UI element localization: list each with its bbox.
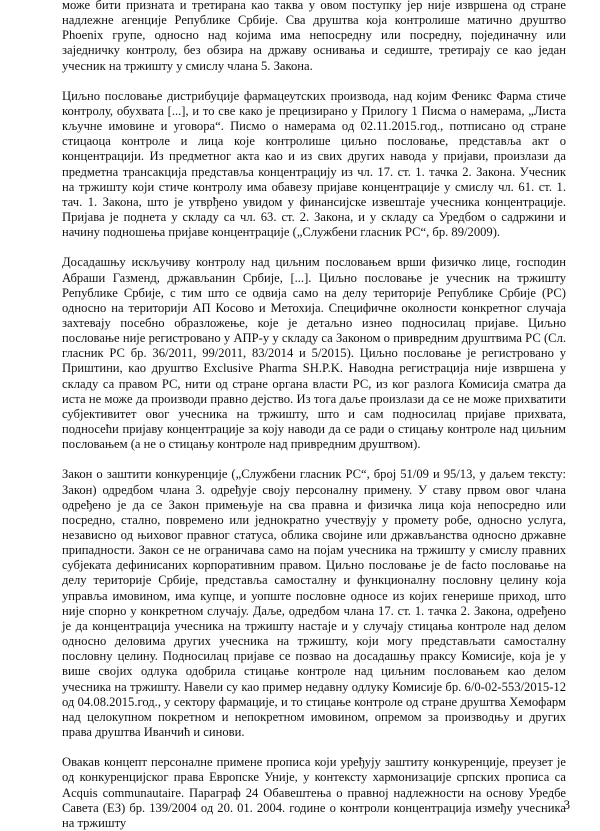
paragraph-competition-law: Закон о заштити конкуренције („Службени гласник РС“, број 51/09 и 95/13, у даљем тексту: Закон) одредбом члана 3. одређује своју персоналну примену. У ставу првом овог члана одређено је да се Закон примењује на сва правна и физичка лица која непосредно или посредно, стално, повремено или једнократно учествују у промету робе, односно услуга, независно од њиховог правног статуса, облика својине или држављанства односно државне припадности. Закон се не ограничава само на појам учесника на тржишту у смислу правних субјеката дефинисаних корпоративним правом. Циљно пословање је de facto пословање на делу територије Србије, представља самосталну и функционалну пословну целину која управља имовином, има купце, и уопште пословне односе из којих генерише приход, што није спорно у конкретном случају. Даље, одредбом члана 17. ст. 1. тачка 2. Закона, одређено је да концентрација учесника на тржишту настаје и у случају стицања контроле над делом односно деловима других учесника на тржишту, који могу представљати самосталну пословну целину. Подносилац пријаве се позвао на досадашњу праксу Комисије, која је у више својих одлука одобрила стицање контроле над циљним пословањем као делом учесника на тржишту. Навели су као пример недавну одлуку Комисије бр. 6/0-02-553/2015-12 од 04.08.2015.год., у сектору фармације, и то стицање контроле од стране друштва Хемофарм над целокупном покретном и непокретном имовином, опремом за производњу и других права друштва Иванчић и синови. xyxy=(62,467,566,740)
page-number: 3 xyxy=(563,797,570,812)
paragraph-phoenix-group: може бити призната и третирана као таква у овом поступку јер није извршена од стране надлежне агенције Републике Србије. Сва друштва која контролише матично друштво Phoenix групе, односно над којима има непосредну или посредну, појединачну или заједничку контролу, без обзира на државу оснивања и седиште, третирају се као један учесник на тржишту у смислу члана 5. Закона. xyxy=(62,0,566,73)
paragraph-eu-concept: Овакав концепт персоналне примене прописа који уређују заштиту конкуренције, преузет је од конкуренцијског права Европске Уније, у контексту хармонизације српских прописа са Acquis communautaire. Параграф 24 Обавештења о правној надлежности на основу Уредбе Савета (ЕЗ) бр. 139/2004 од 20. 01. 2004. године о контроли концентрација између учесника на тржишту xyxy=(62,755,566,830)
paragraph-current-control: Досадашњу искључиву контролу над циљним пословањем врши физичко лице, господин Абраши Газменд, држављанин Србије, [...]. Циљно пословање је учесник на тржишту Републике Србије, с тим што се одвија само на делу територије Републике Србије (РС) односно на територији АП Косово и Метохија. Специфичне околности конкретног случаја захтевају посебно образложење, које је детаљно изнео подносилац пријаве. Циљно пословање није регистровано у АПР-у у складу са Законом о привредним друштвима РС (Сл. гласник РС бр. 36/2011, 99/2011, 83/2014 и 5/2015). Циљно пословање је регистровано у Приштини, као друштво Exclusive Pharma SH.P.K. Наводна регистрација није извршена у складу са правом РС, нити од стране органа власти РС, из ког разлога Комисија сматра да иста не може да производи правно дејство. Из тога даље произлази да се не може прихватити субјективитет овог учесника на тржишту, што и сам подносилац пријаве прихвата, подносећи пријаву концентрације за коју наводи да се ради о стицању контроле над циљним пословањем (а не о стицању контроле над привредним друштвом). xyxy=(62,255,566,452)
paragraph-target-business: Циљно пословање дистрибуције фармацеутских производа, над којим Феникс Фарма стиче контролу, обухвата [...], и то све како је прецизирано у Прилогу 1 Писма о намерама, „Листа кључне имовине и уговора“. Писмо о намерама од 02.11.2015.год., потписано од стране стицаоца контроле и лица које контролише циљно пословање, представља акт о концентрацији. Из предметног акта као и из свих других навода у пријави, произлази да предметна трансакција представља концентрацију из чл. 17. ст. 1. тачка 2. Закона. Учесник на тржишту који стиче контролу има обавезу пријаве концентрације у смислу чл. 61. ст. 1. тач. 1. Закона, што је утврђено увидом у финансијске извештаје учесника концентрације. Пријава је поднета у складу са чл. 63. ст. 2. Закона, и у складу са Уредбом о садржини и начину подношења пријаве концентрације („Службени гласник РС“, бр. 89/2009). xyxy=(62,88,566,240)
